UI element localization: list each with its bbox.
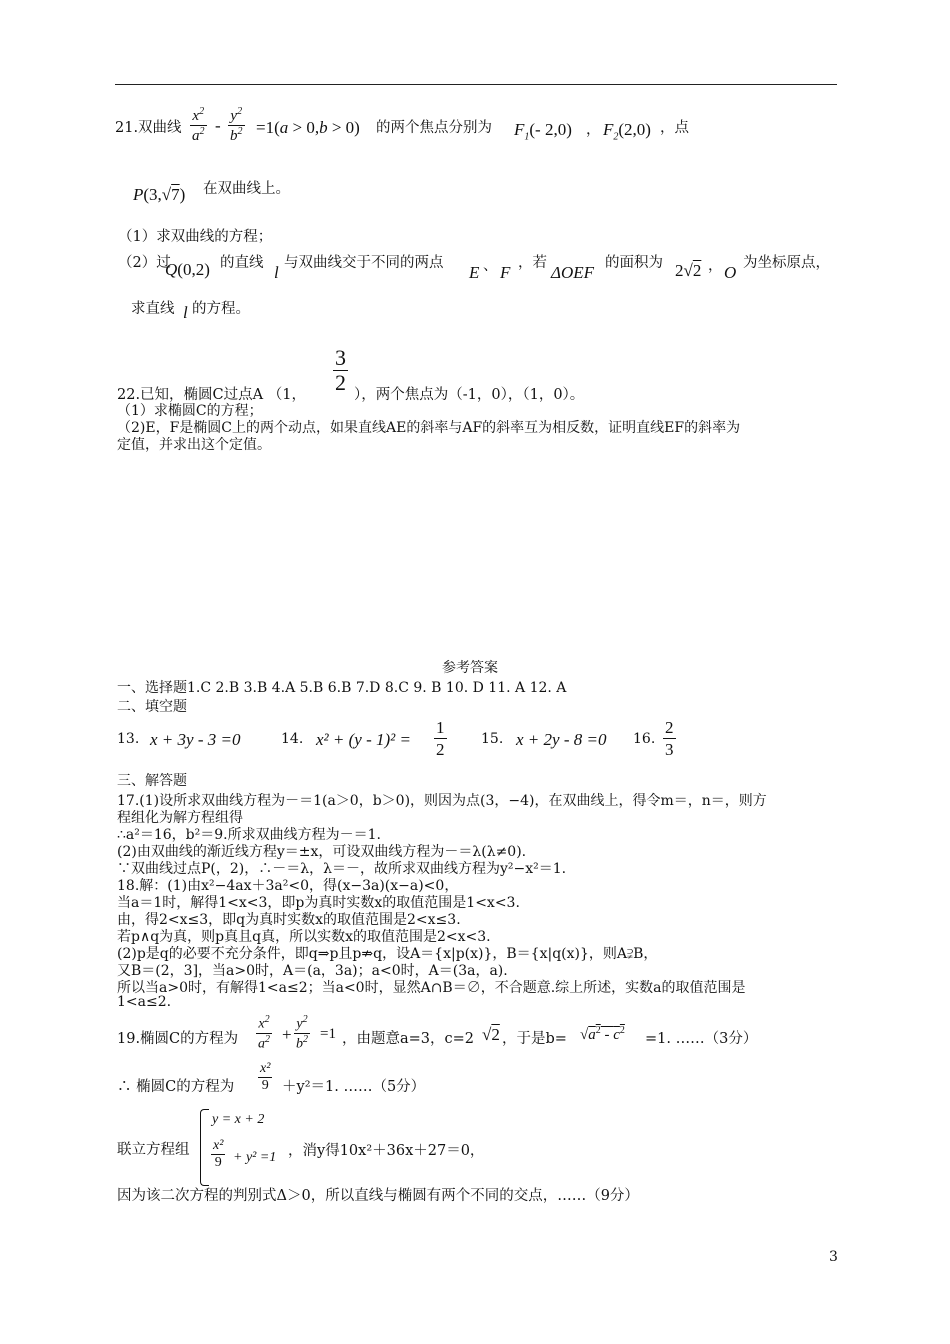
s19-system-frac: $\frac{\text{x²}}{9}$	[213, 1138, 224, 1170]
q21-frac-x: $\frac{x^2}{a^2}$	[192, 106, 205, 144]
answer-14: x² + (y - 1)² =	[316, 730, 411, 749]
q21-part1: （1）求双曲线的方程；	[118, 229, 273, 245]
s19-ellipse-frac: $\frac{\text{x²}}{9}$	[260, 1061, 271, 1093]
q21-area: 2√2	[675, 261, 702, 280]
s17-line4: (2)由双曲线的渐近线方程y＝±x，可设双曲线方程为－＝λ(λ≠0).	[117, 844, 527, 860]
answers-choice: 一、选择题1.C 2.B 3.B 4.A 5.B 6.B 7.D 8.C 9. B 10. D 11. A 12. A	[117, 680, 567, 696]
s18-line7: 所以当a>0时，有解得1<a≤2；当a<0时，显然A∩B＝∅，不合题意.综上所述，实数a的取值范围是	[117, 980, 746, 996]
q21-line-l: l	[274, 263, 279, 282]
s19-root: √2	[482, 1025, 500, 1044]
s19-system-label: 联立方程组	[117, 1142, 190, 1158]
q21-triangle: ΔOEF	[551, 263, 595, 282]
s17-line2: 程组化为解方程组得	[117, 810, 243, 826]
q22-part2-line2: 定值，并求出这个定值。	[117, 437, 271, 453]
q21-point: P(3,√7)	[133, 185, 186, 204]
s18-line1: 18.解：(1)由x²−4ax＋3a²<0，得(x−3a)(x−a)<0，	[117, 878, 459, 894]
answer-16-fraction: $\frac{2}{3}$	[665, 718, 674, 759]
s18-line4: 若p∧q为真，则p真且q真，所以实数x的取值范围是2<x<3.	[117, 929, 491, 945]
q21-end: ，点	[660, 120, 689, 136]
q21-on-curve: 在双曲线上。	[203, 181, 290, 197]
s19-system-eq2: + y² =1	[233, 1150, 277, 1165]
s17-line5: ∵双曲线过点P(，2)，∴－＝λ，λ＝－，故所求双曲线方程为y²−x²＝1.	[117, 861, 567, 877]
s19-frac-x: $\frac{x^2}{a^2}$	[258, 1014, 270, 1052]
s17-line1: 17.(1)设所求双曲线方程为－＝1(a＞0，b＞0)，则因为点(3，−4)，在双曲线上，得令m＝，n＝，则方	[117, 793, 767, 809]
s19-system-brace	[200, 1109, 209, 1186]
q22-fraction: $\frac{3}{2}$	[335, 345, 346, 395]
answer-15: x + 2y - 8 =0	[516, 730, 607, 749]
answers-solve-heading: 三、解答题	[117, 773, 187, 789]
s17-line3: ∴a²＝16，b²＝9.所求双曲线方程为－＝1.	[117, 827, 381, 843]
s19-system-eq1: y = x + 2	[212, 1112, 265, 1127]
s19-frac-y: $\frac{y^2}{b^2}$	[296, 1014, 308, 1052]
q21-intro: 21.双曲线	[115, 120, 182, 136]
answers-fill-heading: 二、填空题	[117, 699, 187, 715]
s19-sqrt: $√a^2 - c^2$	[580, 1025, 625, 1043]
q21-frac-y: $\frac{y^2}{b^2}$	[230, 106, 243, 144]
q21-equation-tail: =1(a > 0,b > 0)	[256, 118, 360, 137]
q21-q-point: Q(0,2)	[165, 260, 210, 279]
q22-part2-line1: （2)E，F是椭圆C上的两个动点，如果直线AE的斜率与AF的斜率互为相反数，证明直线EF的斜率为	[117, 420, 741, 436]
answer-13: x + 3y - 3 =0	[150, 730, 241, 749]
s19-last: 因为该二次方程的判别式Δ＞0，所以直线与椭圆有两个不同的交点，……（9分）	[117, 1188, 639, 1204]
q22-line1: 22.已知，椭圆C过点A （1，	[117, 387, 306, 403]
s18-line3: 由，得2<x≤3，即q为真时实数x的取值范围是2<x≤3.	[117, 912, 461, 928]
s18-line8: 1<a≤2.	[117, 994, 172, 1010]
q21-mid: 的两个焦点分别为	[376, 120, 492, 136]
answer-14-fraction: $\frac{1}{2}$	[436, 718, 445, 759]
s18-line2: 当a＝1时，解得1<x<3，即p为真时实数x的取值范围是1<x<3.	[117, 895, 520, 911]
s18-line5: (2)p是q的必要不充分条件，即q⇒p且p⇏q，设A＝{x|p(x)}，B＝{x|q(x)}，则A⫌B，	[117, 946, 658, 962]
q22-part1: （1）求椭圆C的方程；	[117, 403, 263, 419]
q21-f1: $F_1(-$ 2,0)	[514, 120, 572, 143]
s18-line6: 又B＝(2，3]，当a>0时，A＝(a，3a)；a<0时，A＝(3a，a).	[117, 963, 508, 979]
q21-f2: $F_2(2,0)$	[603, 120, 651, 143]
answers-title: 参考答案	[442, 660, 498, 676]
header-rule	[115, 84, 837, 85]
page-number: 3	[829, 1249, 838, 1265]
